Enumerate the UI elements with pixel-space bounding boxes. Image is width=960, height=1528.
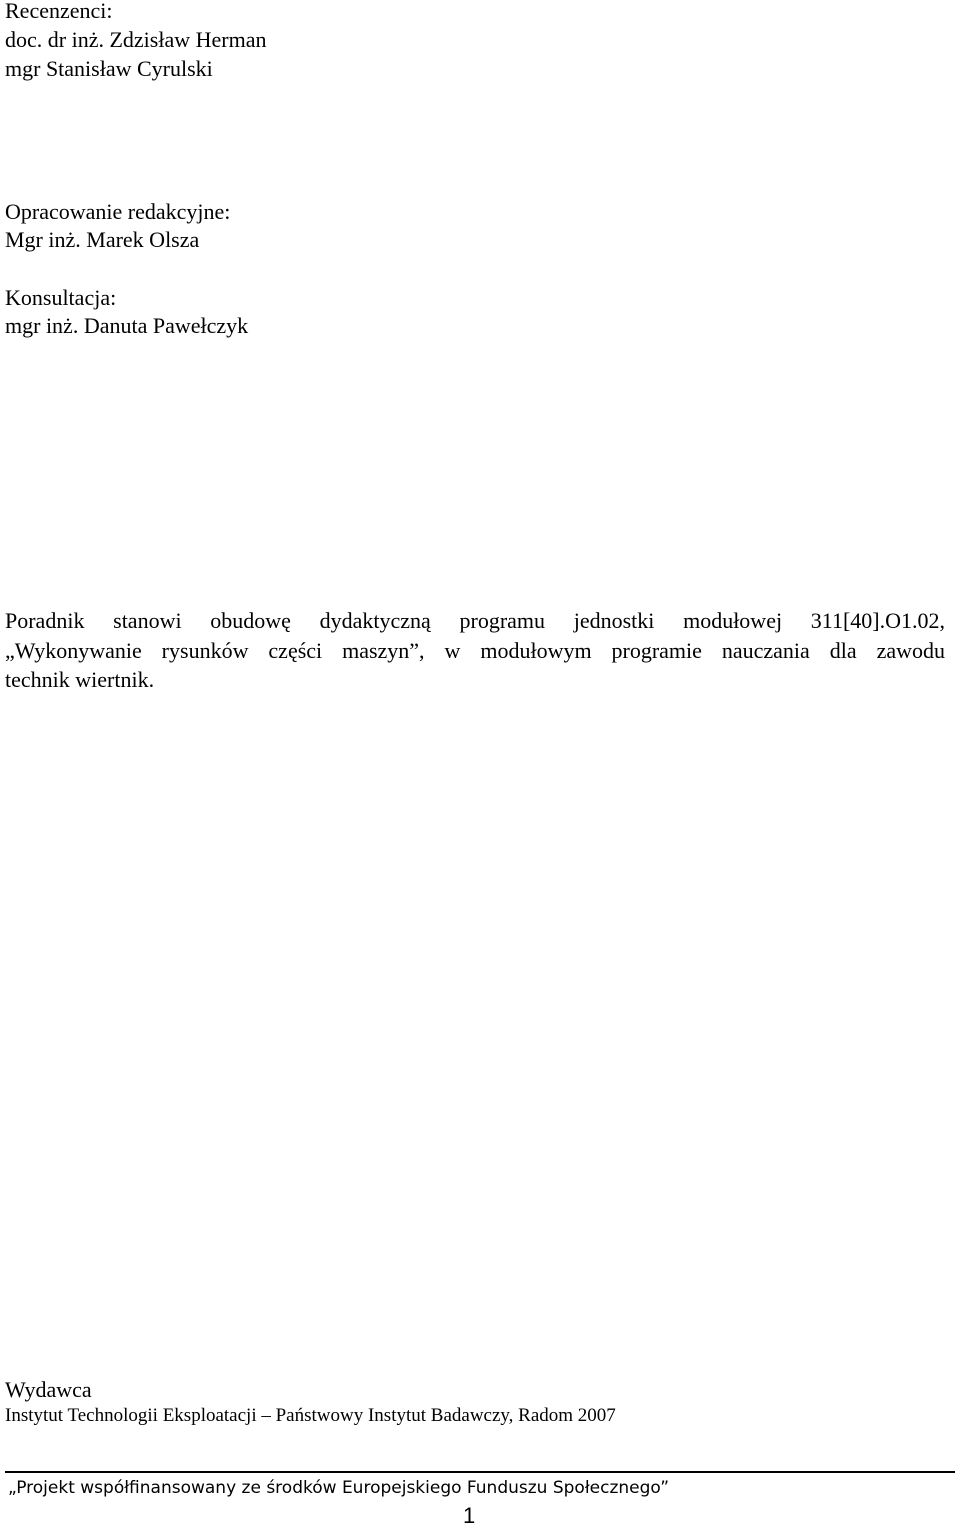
footer-divider [5,1471,955,1473]
editorial-heading: Opracowanie redakcyjne: [5,199,231,224]
description-line: Poradnik stanowi obudowę dydaktyczną programu jednostki modułowej 311[40].O1.02, [5,608,945,633]
publisher-name: Instytut Technologii Eksploatacji – Państwowy Instytut Badawczy, Radom 2007 [5,1405,616,1426]
reviewers-heading: Recenzenci: [5,0,113,23]
page-number: 1 [463,1503,476,1528]
consultation-heading: Konsultacja: [5,285,117,310]
reviewer-name: doc. dr inż. Zdzisław Herman [5,27,267,52]
description-line: „Wykonywanie rysunków części maszyn”, w modułowym programie nauczania dla zawodu [5,638,945,663]
publisher-heading: Wydawca [5,1377,92,1402]
footer-funding-note: „Projekt współfinansowany ze środków Europejskiego Funduszu Społecznego” [8,1478,670,1498]
consultant-name: mgr inż. Danuta Pawełczyk [5,313,249,338]
reviewer-name: mgr Stanisław Cyrulski [5,56,213,81]
description-line: technik wiertnik. [5,667,155,692]
editor-name: Mgr inż. Marek Olsza [5,227,200,252]
